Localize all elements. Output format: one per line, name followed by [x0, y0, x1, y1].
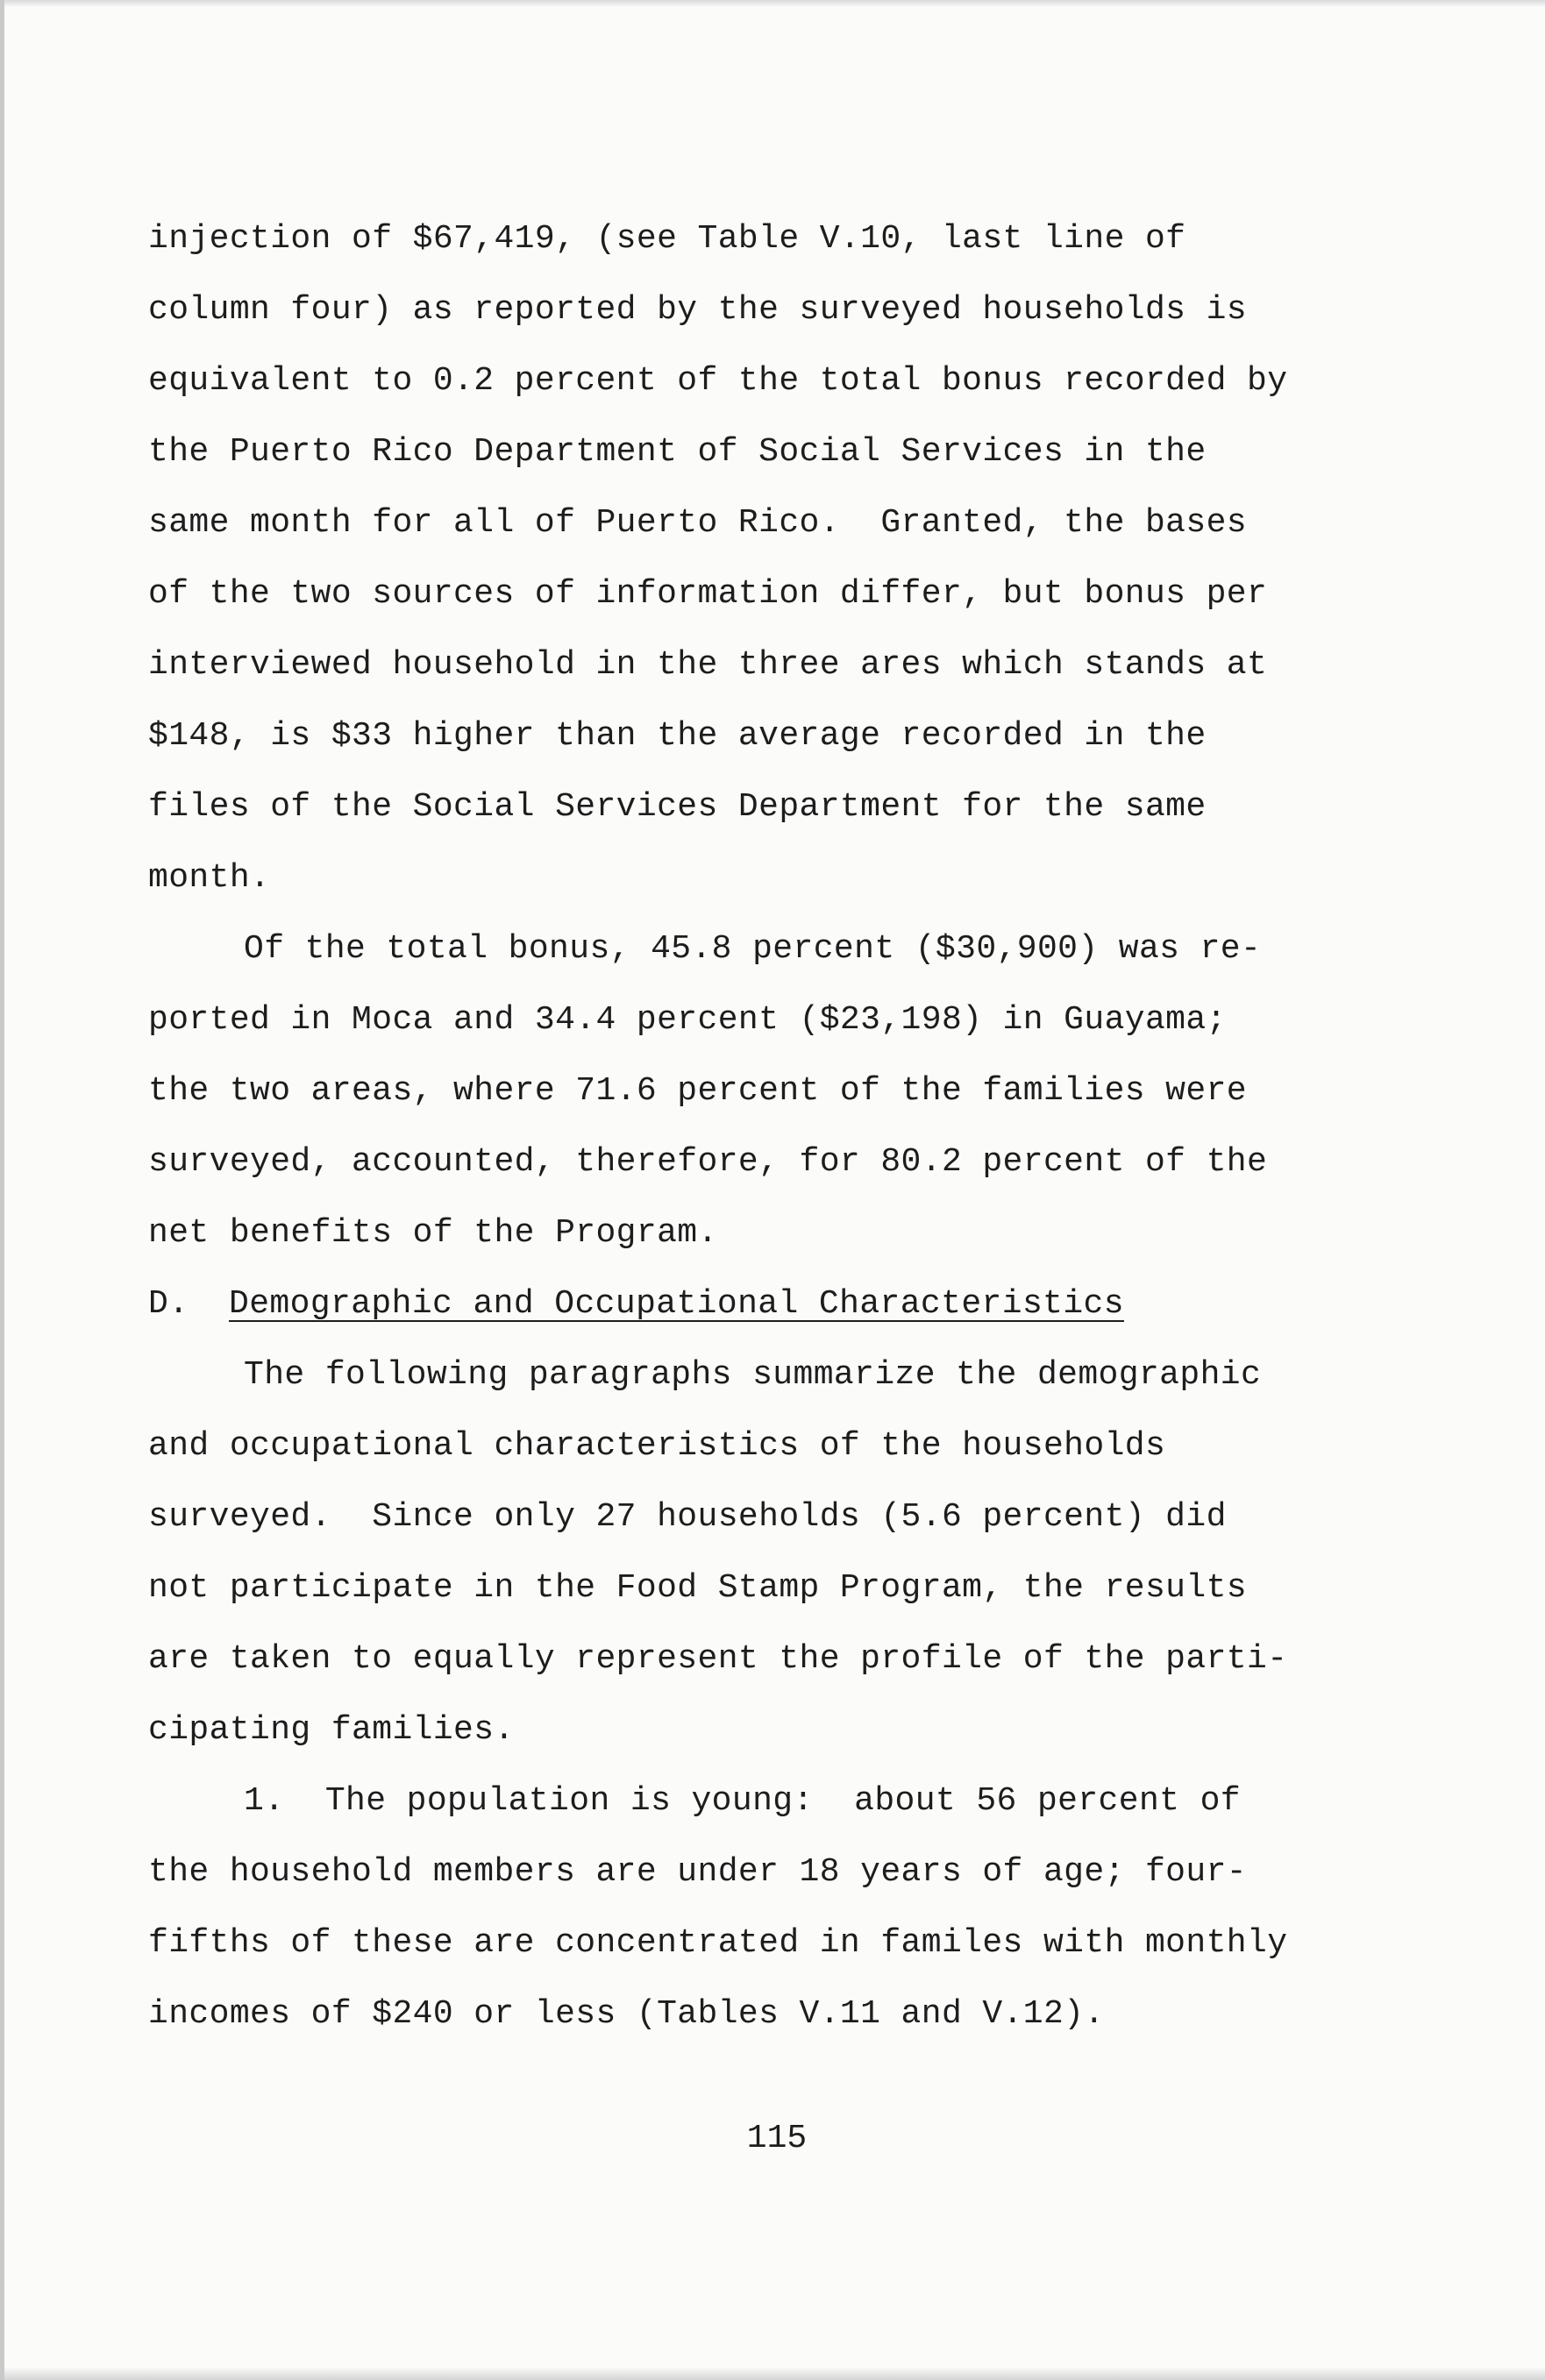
page-number: 115 [746, 2120, 808, 2157]
text-line: fifths of these are concentrated in familes with monthly [148, 1924, 1288, 1962]
text-line: interviewed household in the three ares which stands at [148, 646, 1268, 684]
text-line: same month for all of Puerto Rico. Granted, the bases [148, 504, 1247, 542]
text-line: $148, is $33 higher than the average recorded in the [148, 717, 1207, 755]
text-line: equivalent to 0.2 percent of the total bonus recorded by [148, 362, 1288, 400]
text-line: ported in Moca and 34.4 percent ($23,198) in Guayama; [148, 1001, 1227, 1039]
text-line: the two areas, where 71.6 percent of the families were [148, 1072, 1247, 1110]
text-line: surveyed. Since only 27 households (5.6 percent) did [148, 1498, 1227, 1536]
text-line: of the two sources of information differ, but bonus per [148, 575, 1268, 613]
text-line: files of the Social Services Department for the same [148, 788, 1207, 826]
text-line: the Puerto Rico Department of Social Services in the [148, 433, 1207, 471]
body-text [148, 217, 1411, 2033]
section-heading-prefix: D. [148, 1285, 189, 1323]
text-line: Of the total bonus, 45.8 percent ($30,900) was re- [244, 930, 1262, 968]
text-line: surveyed, accounted, therefore, for 80.2 percent of the [148, 1143, 1268, 1181]
text-line: and occupational characteristics of the households [148, 1427, 1166, 1465]
text-line: column four) as reported by the surveyed households is [148, 291, 1247, 329]
text-line: the household members are under 18 years of age; four- [148, 1853, 1247, 1891]
text-line: cipating families. [148, 1711, 515, 1749]
scan-edge-top [4, 0, 1545, 7]
scan-edge-bottom [4, 2367, 1545, 2380]
text-line: not participate in the Food Stamp Program, the results [148, 1569, 1247, 1607]
text-line: injection of $67,419, (see Table V.10, last line of [148, 220, 1186, 258]
section-heading-title: Demographic and Occupational Characteristics [229, 1285, 1124, 1323]
text-line: are taken to equally represent the profile of the parti- [148, 1640, 1288, 1678]
text-line: net benefits of the Program. [148, 1214, 718, 1252]
text-line: 1. The population is young: about 56 percent of [244, 1782, 1241, 1820]
text-line: month. [148, 859, 271, 897]
text-line: The following paragraphs summarize the demographic [244, 1356, 1262, 1394]
text-line: incomes of $240 or less (Tables V.11 and V.12). [148, 1995, 1105, 2033]
